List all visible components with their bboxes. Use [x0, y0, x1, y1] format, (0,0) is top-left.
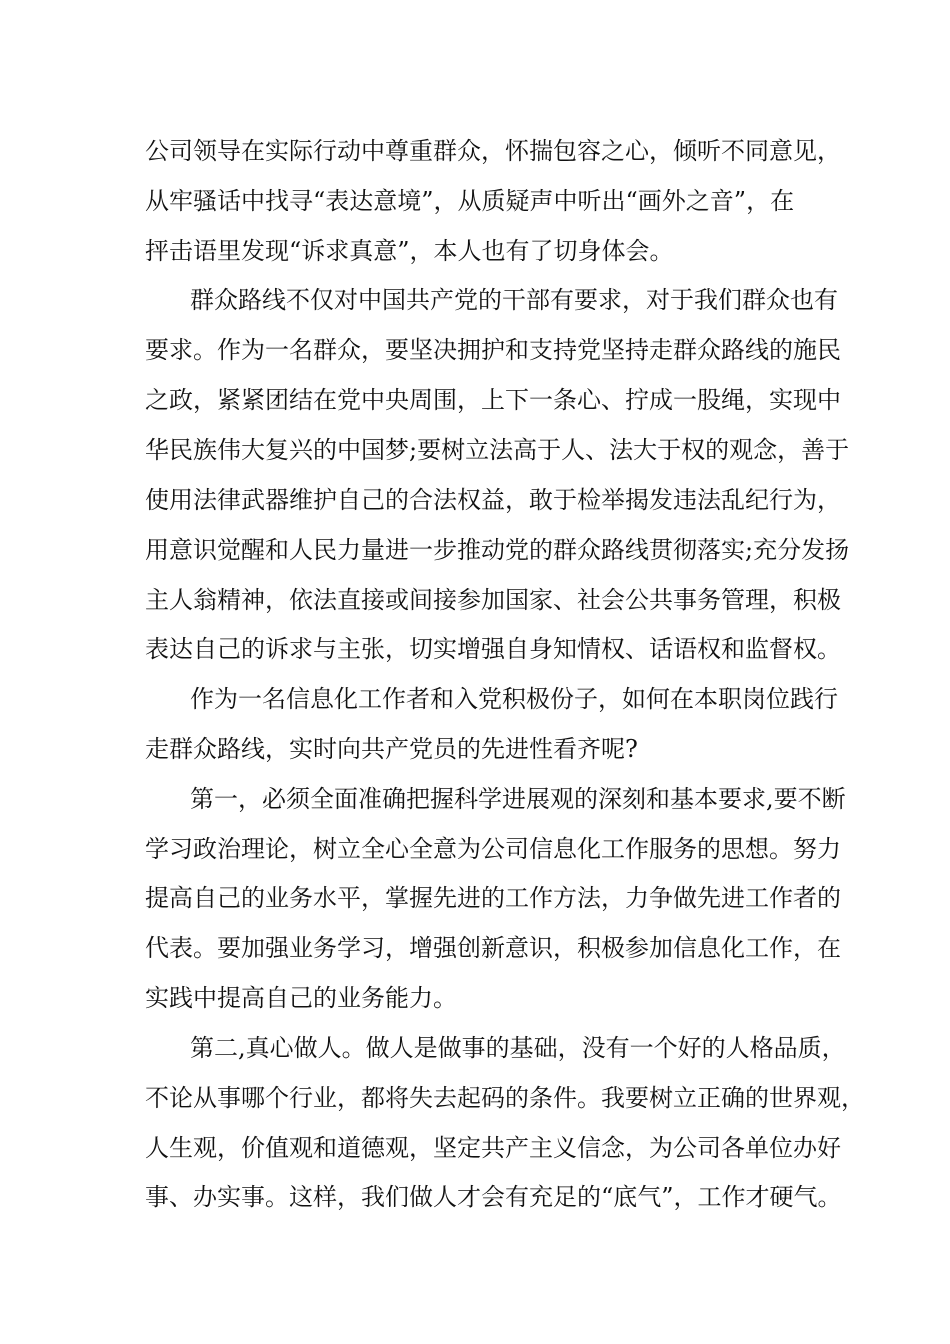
paragraph-4-line-1: 第一，必须全面准确把握科学进展观的深刻和基本要求,要不断: [190, 785, 846, 813]
paragraph-5-line-4: 事、办实事。这样，我们做人才会有充足的“底气”，工作才硬气。: [145, 1183, 842, 1211]
paragraph-3-line-1: 作为一名信息化工作者和入党积极份子，如何在本职岗位践行: [190, 685, 838, 713]
paragraph-2-line-6: 用意识觉醒和人民力量进一步推动党的群众路线贯彻落实;充分发扬: [145, 536, 850, 564]
paragraph-1-line-3: 抨击语里发现“诉求真意”，本人也有了切身体会。: [145, 237, 674, 265]
paragraph-2-line-5: 使用法律武器维护自己的合法权益，敢于检举揭发违法乱纪行为，: [145, 486, 841, 514]
paragraph-2-line-3: 之政，紧紧团结在党中央周围，上下一条心、拧成一股绳，实现中: [145, 386, 841, 414]
paragraph-2-line-8: 表达自己的诉求与主张，切实增强自身知情权、话语权和监督权。: [145, 635, 841, 663]
paragraph-3-line-2: 走群众路线，实时向共产党员的先进性看齐呢?: [145, 735, 638, 763]
paragraph-4-line-2: 学习政治理论，树立全心全意为公司信息化工作服务的思想。努力: [145, 835, 841, 863]
paragraph-4-line-3: 提高自己的业务水平，掌握先进的工作方法，力争做先进工作者的: [145, 884, 841, 912]
paragraph-2-line-2: 要求。作为一名群众，要坚决拥护和支持党坚持走群众路线的施民: [145, 336, 841, 364]
paragraph-1-line-1: 公司领导在实际行动中尊重群众，怀揣包容之心，倾听不同意见，: [145, 137, 841, 165]
paragraph-4-line-5: 实践中提高自己的业务能力。: [145, 984, 457, 1012]
paragraph-5-line-2: 不论从事哪个行业，都将失去起码的条件。我要树立正确的世界观，: [145, 1084, 865, 1112]
paragraph-2-line-7: 主人翁精神，依法直接或间接参加国家、社会公共事务管理，积极: [145, 586, 841, 614]
paragraph-5-line-3: 人生观，价值观和道德观，坚定共产主义信念，为公司各单位办好: [145, 1134, 841, 1162]
paragraph-4-line-4: 代表。要加强业务学习，增强创新意识，积极参加信息化工作，在: [145, 934, 841, 962]
paragraph-2-line-1: 群众路线不仅对中国共产党的干部有要求，对于我们群众也有: [190, 286, 838, 314]
paragraph-1-line-2: 从牢骚话中找寻“表达意境”，从质疑声中听出“画外之音”，在: [145, 187, 795, 215]
paragraph-2-line-4: 华民族伟大复兴的中国梦;要树立法高于人、法大于权的观念，善于: [145, 436, 850, 464]
paragraph-5-line-1: 第二,真心做人。做人是做事的基础，没有一个好的人格品质，: [190, 1034, 846, 1062]
